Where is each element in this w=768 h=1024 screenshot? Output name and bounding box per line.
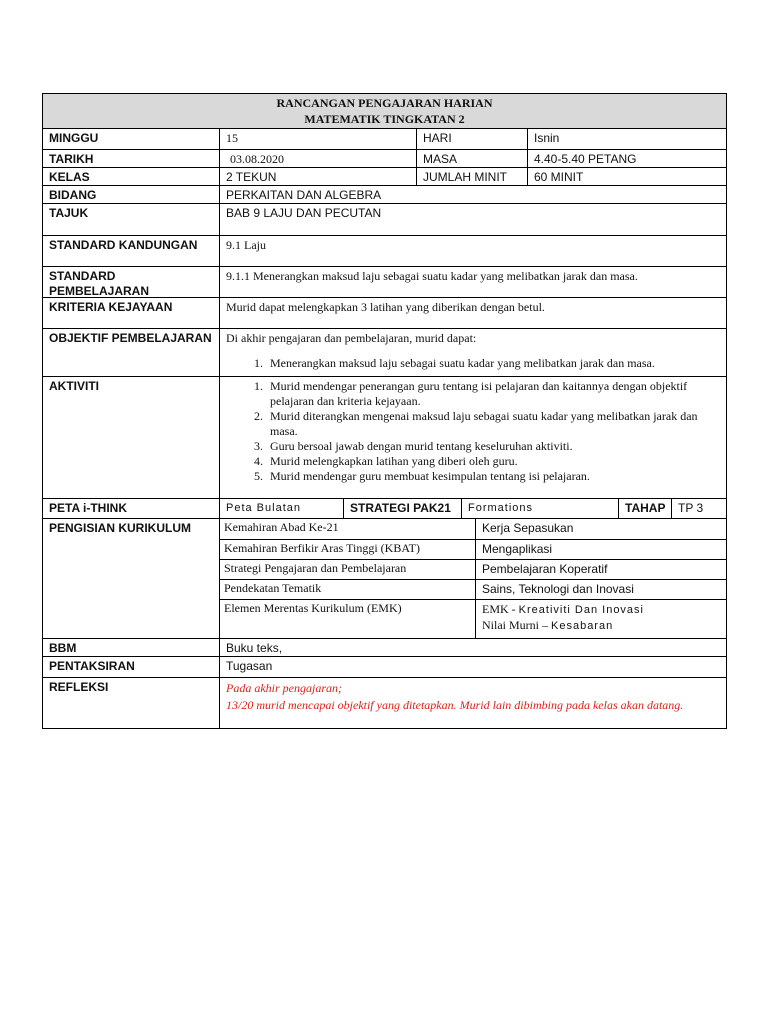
row-pengisian-kurikulum <box>43 518 726 638</box>
nilai-murni-line <box>482 618 720 634</box>
kurikulum-row <box>220 519 726 539</box>
kurikulum-item-label: Kemahiran Berfikir Aras Tinggi (KBAT) <box>224 541 420 555</box>
objektif-item: 1. Menerangkan maksud laju sebagai suatu kadar yang melibatkan jarak dan masa. <box>266 356 720 371</box>
emk-value: Kreativiti Dan Inovasi <box>518 604 644 616</box>
objektif-list <box>226 356 720 371</box>
row-kriteria-kejayaan <box>43 297 726 328</box>
emk-line <box>482 602 720 618</box>
label-bidang: BIDANG <box>49 188 97 202</box>
value-tarikh: 03.08.2020 <box>219 150 416 167</box>
header-row <box>43 94 726 128</box>
label-tahap: TAHAP <box>618 499 671 518</box>
label-masa: MASA <box>416 150 527 167</box>
row-pentaksiran <box>43 656 726 677</box>
kurikulum-item-value: Pembelajaran Koperatif <box>475 560 726 579</box>
row-objektif <box>43 328 726 376</box>
label-pentaksiran: PENTAKSIRAN <box>49 659 135 673</box>
value-tahap: TP 3 <box>671 499 726 518</box>
value-refleksi <box>219 678 726 728</box>
kurikulum-row <box>220 579 726 599</box>
aktiviti-item: 5. Murid mendengar guru membuat kesimpulan tentang isi pelajaran. <box>266 469 720 484</box>
label-kriteria-kejayaan: KRITERIA KEJAYAAN <box>49 300 173 314</box>
kurikulum-item-value: Mengaplikasi <box>475 540 726 559</box>
label-standard-kandungan: STANDARD KANDUNGAN <box>49 238 198 252</box>
kurikulum-emk-value <box>475 600 726 638</box>
label-minggu: MINGGU <box>49 131 99 145</box>
aktiviti-list <box>226 379 720 484</box>
aktiviti-item: 2. Murid diterangkan mengenai maksud laju sebagai suatu kadar yang melibatkan jarak dan masa. <box>266 409 720 439</box>
kurikulum-row <box>220 539 726 559</box>
label-strategi-pak21: STRATEGI PAK21 <box>343 499 461 518</box>
row-bbm <box>43 638 726 656</box>
label-aktiviti: AKTIVITI <box>49 379 99 393</box>
kurikulum-row-emk <box>220 599 726 638</box>
row-bidang <box>43 185 726 203</box>
kurikulum-item-value: Kerja Sepasukan <box>475 519 726 539</box>
kurikulum-item-value: Sains, Teknologi dan Inovasi <box>475 580 726 599</box>
value-pentaksiran: Tugasan <box>219 657 726 677</box>
lesson-plan-table <box>42 93 727 729</box>
value-masa: 4.40-5.40 PETANG <box>527 150 726 167</box>
emk-label: EMK - <box>482 602 516 616</box>
kurikulum-item-label: Kemahiran Abad Ke-21 <box>224 520 339 534</box>
label-hari: HARI <box>416 129 527 149</box>
nilai-murni-label: Nilai Murni – <box>482 618 548 632</box>
row-standard-pembelajaran <box>43 266 726 297</box>
refleksi-line-1: Pada akhir pengajaran; <box>226 681 342 695</box>
document-title: RANCANGAN PENGAJARAN HARIAN <box>276 96 493 110</box>
label-peta-ithink: PETA i-THINK <box>49 501 127 515</box>
header-cell <box>43 94 726 128</box>
value-tajuk: BAB 9 LAJU DAN PECUTAN <box>219 204 726 235</box>
label-tarikh: TARIKH <box>49 152 94 166</box>
aktiviti-item: 3. Guru bersoal jawab dengan murid tentang keseluruhan aktiviti. <box>266 439 720 454</box>
label-bbm: BBM <box>49 641 77 655</box>
kurikulum-grid <box>219 519 726 638</box>
kurikulum-item-label: Pendekatan Tematik <box>224 581 322 595</box>
aktiviti-item: 1. Murid mendengar penerangan guru tentang isi pelajaran dan kaitannya dengan objektif pelajaran dan kriteria kejayaan. <box>266 379 720 409</box>
label-kelas: KELAS <box>49 170 90 184</box>
value-bbm: Buku teks, <box>219 639 726 656</box>
row-refleksi <box>43 677 726 728</box>
kurikulum-item-label: Elemen Merentas Kurikulum (EMK) <box>224 601 402 615</box>
kurikulum-row <box>220 559 726 579</box>
nilai-murni-value: Kesabaran <box>551 620 614 632</box>
row-kelas <box>43 167 726 185</box>
value-strategi-pak21: Formations <box>461 499 618 518</box>
value-jumlah-minit: 60 MINIT <box>527 168 726 185</box>
value-hari: Isnin <box>527 129 726 149</box>
aktiviti-item: 4. Murid melengkapkan latihan yang diberi oleh guru. <box>266 454 720 469</box>
kurikulum-item-label: Strategi Pengajaran dan Pembelajaran <box>224 561 407 575</box>
label-objektif: OBJEKTIF PEMBELAJARAN <box>49 331 212 345</box>
label-pengisian-kurikulum: PENGISIAN KURIKULUM <box>49 521 192 535</box>
value-bidang: PERKAITAN DAN ALGEBRA <box>219 186 726 203</box>
value-peta-ithink: Peta Bulatan <box>219 499 343 518</box>
value-standard-pembelajaran: 9.1.1 Menerangkan maksud laju sebagai suatu kadar yang melibatkan jarak dan masa. <box>219 267 726 297</box>
row-minggu <box>43 128 726 149</box>
row-tarikh <box>43 149 726 167</box>
row-aktiviti <box>43 376 726 498</box>
value-aktiviti <box>219 377 726 498</box>
value-objektif <box>219 329 726 376</box>
label-refleksi: REFLEKSI <box>49 680 109 694</box>
row-peta-ithink <box>43 498 726 518</box>
document-subtitle: MATEMATIK TINGKATAN 2 <box>304 112 465 126</box>
label-jumlah-minit: JUMLAH MINIT <box>416 168 527 185</box>
objektif-intro: Di akhir pengajaran dan pembelajaran, murid dapat: <box>226 331 477 345</box>
value-standard-kandungan: 9.1 Laju <box>219 236 726 266</box>
label-tajuk: TAJUK <box>49 206 89 220</box>
value-kelas: 2 TEKUN <box>219 168 416 185</box>
row-tajuk <box>43 203 726 235</box>
value-minggu: 15 <box>219 129 416 149</box>
refleksi-line-2: 13/20 murid mencapai objektif yang ditetapkan. Murid lain dibimbing pada kelas akan datang. <box>226 698 684 712</box>
label-standard-pembelajaran: STANDARD PEMBELAJARAN <box>49 269 150 297</box>
value-kriteria-kejayaan: Murid dapat melengkapkan 3 latihan yang diberikan dengan betul. <box>219 298 726 328</box>
row-standard-kandungan <box>43 235 726 266</box>
